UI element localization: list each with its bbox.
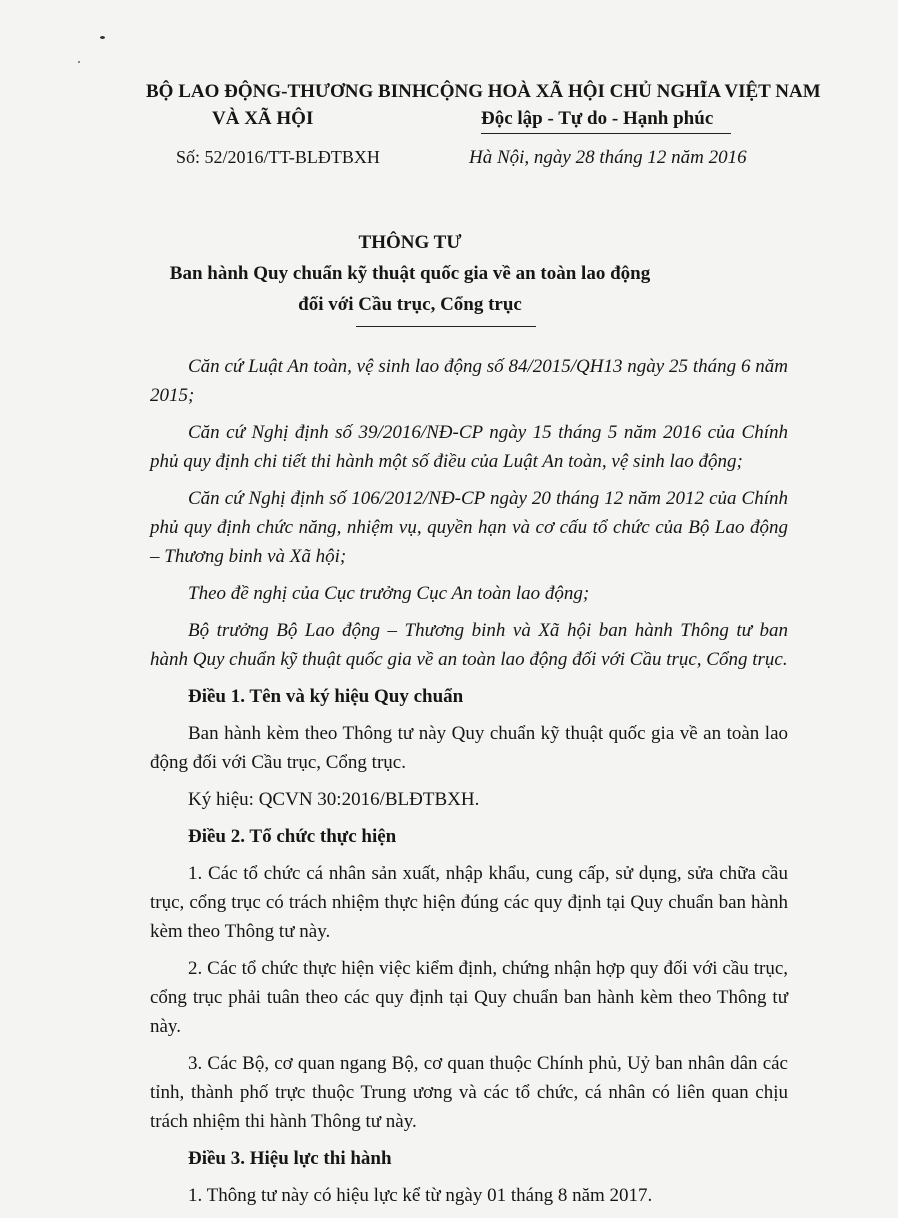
scan-speck — [78, 61, 80, 63]
title-divider — [356, 326, 536, 327]
scan-speck — [100, 36, 105, 39]
document-title-line1: Ban hành Quy chuẩn kỹ thuật quốc gia về an toàn lao động — [169, 263, 651, 284]
preamble-paragraph: Bộ trưởng Bộ Lao động – Thương binh và Xã hội ban hành Thông tư ban hành Quy chuẩn kỹ thuật quốc gia về an toàn lao động đối với Cầu trục, Cổng trục. — [150, 620, 788, 670]
preamble-paragraph: Căn cứ Nghị định số 39/2016/NĐ-CP ngày 15 tháng 5 năm 2016 của Chính phủ quy định chi tiết thi hành một số điều của Luật An toàn, vệ sinh lao động; — [150, 422, 788, 472]
article-paragraph: 1. Các tổ chức cá nhân sản xuất, nhập khẩu, cung cấp, sử dụng, sửa chữa cầu trục, cổng trục có trách nhiệm thực hiện đúng các quy định tại Quy chuẩn ban hành kèm theo Thông tư này. — [150, 863, 788, 942]
article-paragraph: 2. Các tổ chức thực hiện việc kiểm định, chứng nhận hợp quy đối với cầu trục, cổng trục phải tuân theo các quy định tại Quy chuẩn ban hành kèm theo Thông tư này. — [150, 958, 788, 1037]
preamble-paragraph: Theo đề nghị của Cục trưởng Cục An toàn lao động; — [188, 583, 590, 604]
document-type: THÔNG TƯ — [358, 232, 462, 253]
article-heading: Điều 2. Tổ chức thực hiện — [188, 826, 397, 847]
country-name: CỘNG HOÀ XÃ HỘI CHỦ NGHĨA VIỆT NAM — [426, 81, 821, 102]
document-body — [150, 352, 788, 1218]
article-paragraph: Ban hành kèm theo Thông tư này Quy chuẩn kỹ thuật quốc gia về an toàn lao động đối với Cầu trục, Cổng trục. — [150, 723, 788, 773]
agency-name-line2: VÀ XÃ HỘI — [212, 108, 314, 129]
article-heading: Điều 3. Hiệu lực thi hành — [188, 1148, 392, 1169]
document-number: Số: 52/2016/TT-BLĐTBXH — [176, 147, 380, 167]
place-and-date: Hà Nội, ngày 28 tháng 12 năm 2016 — [469, 147, 747, 168]
preamble-paragraph: Căn cứ Luật An toàn, vệ sinh lao động số 84/2015/QH13 ngày 25 tháng 6 năm 2015; — [150, 356, 788, 406]
article-paragraph: Ký hiệu: QCVN 30:2016/BLĐTBXH. — [188, 789, 480, 810]
article-paragraph: 3. Các Bộ, cơ quan ngang Bộ, cơ quan thuộc Chính phủ, Uỷ ban nhân dân các tỉnh, thành phố trực thuộc Trung ương và các tổ chức, cá nhân có liên quan chịu trách nhiệm thi hành Thông tư này. — [150, 1053, 788, 1132]
article-heading: Điều 1. Tên và ký hiệu Quy chuẩn — [188, 686, 464, 707]
article-paragraph: 1. Thông tư này có hiệu lực kể từ ngày 01 tháng 8 năm 2017. — [188, 1185, 653, 1206]
document-title-line2: đối với Cầu trục, Cổng trục — [298, 294, 522, 315]
agency-name-line1: BỘ LAO ĐỘNG-THƯƠNG BINH — [146, 81, 427, 102]
preamble-paragraph: Căn cứ Nghị định số 106/2012/NĐ-CP ngày 20 tháng 12 năm 2012 của Chính phủ quy định chức năng, nhiệm vụ, quyền hạn và cơ cấu tổ chức của Bộ Lao động – Thương binh và Xã hội; — [150, 488, 788, 567]
motto-underline — [481, 133, 731, 134]
national-motto: Độc lập - Tự do - Hạnh phúc — [481, 108, 714, 129]
